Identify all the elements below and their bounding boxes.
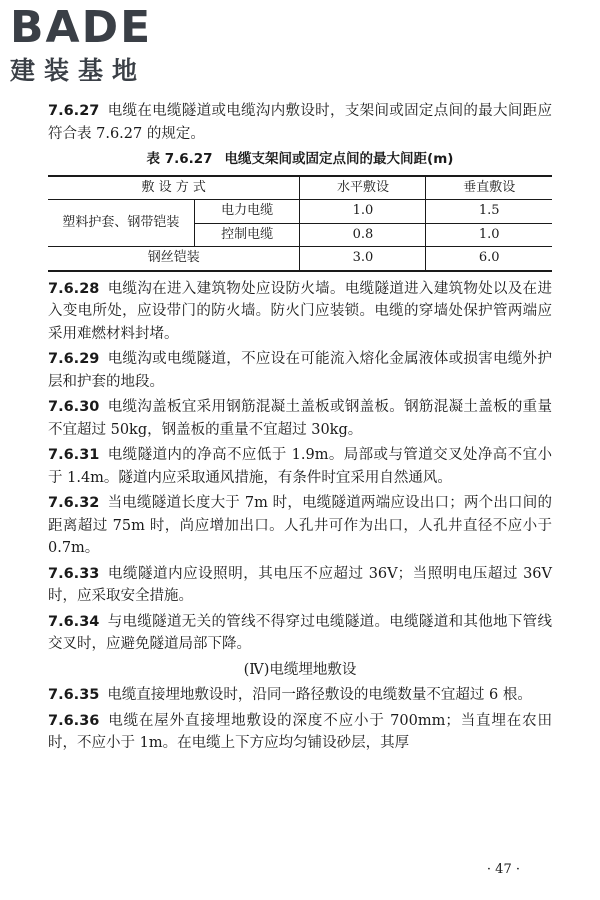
logo-subtitle: 建装基地 (10, 56, 147, 85)
clause-text: 电缆沟盖板宜采用钢筋混凝土盖板或钢盖板。钢筋混凝土盖板的重量不宜超过 50kg，钢盖板的重量不宜超过 30kg。 (48, 399, 552, 438)
clause-7-6-36 (48, 710, 552, 755)
clause-number: 7.6.29 (48, 351, 100, 367)
document-body (48, 100, 552, 758)
horizontal-value: 0.8 (300, 223, 426, 247)
table-caption-number: 表 7.6.27 (146, 151, 213, 167)
clause-number: 7.6.31 (48, 447, 100, 463)
table-caption-title: 电缆支架间或固定点间的最大间距(m) (224, 151, 454, 167)
table-header-row (48, 176, 552, 200)
clause-number: 7.6.35 (48, 687, 100, 703)
vertical-value: 1.5 (426, 200, 552, 224)
clause-number: 7.6.33 (48, 565, 100, 582)
clause-7-6-34 (48, 611, 552, 656)
clause-text: 电缆直接埋地敷设时，沿同一路径敷设的电缆数量不宜超过 6 根。 (107, 687, 532, 703)
page-number: · 47 · (486, 862, 520, 877)
clause-7-6-29 (48, 348, 552, 393)
clause-text: 与电缆隧道无关的管线不得穿过电缆隧道。电缆隧道和其他地下管线交叉时，应避免隧道局部下降。 (48, 613, 552, 652)
clause-number: 7.6.36 (48, 712, 100, 729)
clause-number: 7.6.27 (48, 103, 100, 119)
table-row (48, 200, 552, 224)
clause-text: 电缆在屋外直接埋地敷设的深度不应小于 700mm；当直埋在农田时，不应小于 1m。在电缆上下方应均匀铺设砂层，其厚 (48, 712, 552, 751)
header-horizontal: 水平敷设 (300, 176, 426, 200)
logo (10, 2, 153, 86)
horizontal-value: 1.0 (300, 200, 426, 224)
clause-number: 7.6.28 (48, 280, 100, 297)
header-method: 敷 设 方 式 (48, 176, 300, 200)
clause-7-6-31 (48, 444, 552, 489)
clause-text: 电缆沟在进入建筑物处应设防火墙。电缆隧道进入建筑物处以及在进入变电所处，应设带门的防火墙。防火门应装锁。电缆的穿墙处保护管两端应采用难燃材料封堵。 (48, 280, 552, 342)
row-label: 钢丝铠装 (48, 247, 300, 271)
clause-7-6-35 (48, 684, 552, 707)
vertical-value: 6.0 (426, 247, 552, 271)
clause-text: 电缆隧道内应设照明，其电压不应超过 36V；当照明电压超过 36V 时，应采取安全措施。 (48, 565, 552, 604)
clause-text: 当电缆隧道长度大于 7m 时，电缆隧道两端应设出口；两个出口间的距离超过 75m 时，尚应增加出口。人孔井可作为出口，人孔井直径不应小于 0.7m。 (48, 495, 552, 556)
clause-7-6-28 (48, 278, 552, 346)
table-row (48, 247, 552, 271)
spacing-table (48, 175, 552, 272)
clause-number: 7.6.32 (48, 495, 100, 511)
logo-mark: BADE (10, 2, 153, 53)
row-label: 电力电缆 (194, 200, 300, 224)
clause-text: 电缆隧道内的净高不应低于 1.9m。局部或与管道交叉处净高不宜小于 1.4m。隧道内应采取通风措施，有条件时宜采用自然通风。 (48, 447, 552, 486)
clause-number: 7.6.30 (48, 399, 100, 415)
clause-7-6-27 (48, 100, 552, 145)
clause-7-6-33 (48, 563, 552, 608)
horizontal-value: 3.0 (300, 247, 426, 271)
clause-7-6-32 (48, 492, 552, 560)
header-vertical: 垂直敷设 (426, 176, 552, 200)
row-label: 控制电缆 (194, 223, 300, 247)
section-title: (Ⅳ)电缆埋地敷设 (243, 661, 357, 678)
clause-text: 电缆在电缆隧道或电缆沟内敷设时，支架间或固定点间的最大间距应符合表 7.6.27 的规定。 (48, 103, 552, 142)
vertical-value: 1.0 (426, 223, 552, 247)
table-caption (48, 148, 552, 171)
clause-text: 电缆沟或电缆隧道，不应设在可能流入熔化金属液体或损害电缆外护层和护套的地段。 (48, 351, 552, 390)
group-label: 塑料护套、钢带铠装 (48, 200, 194, 247)
clause-number: 7.6.34 (48, 613, 100, 630)
clause-7-6-30 (48, 396, 552, 441)
